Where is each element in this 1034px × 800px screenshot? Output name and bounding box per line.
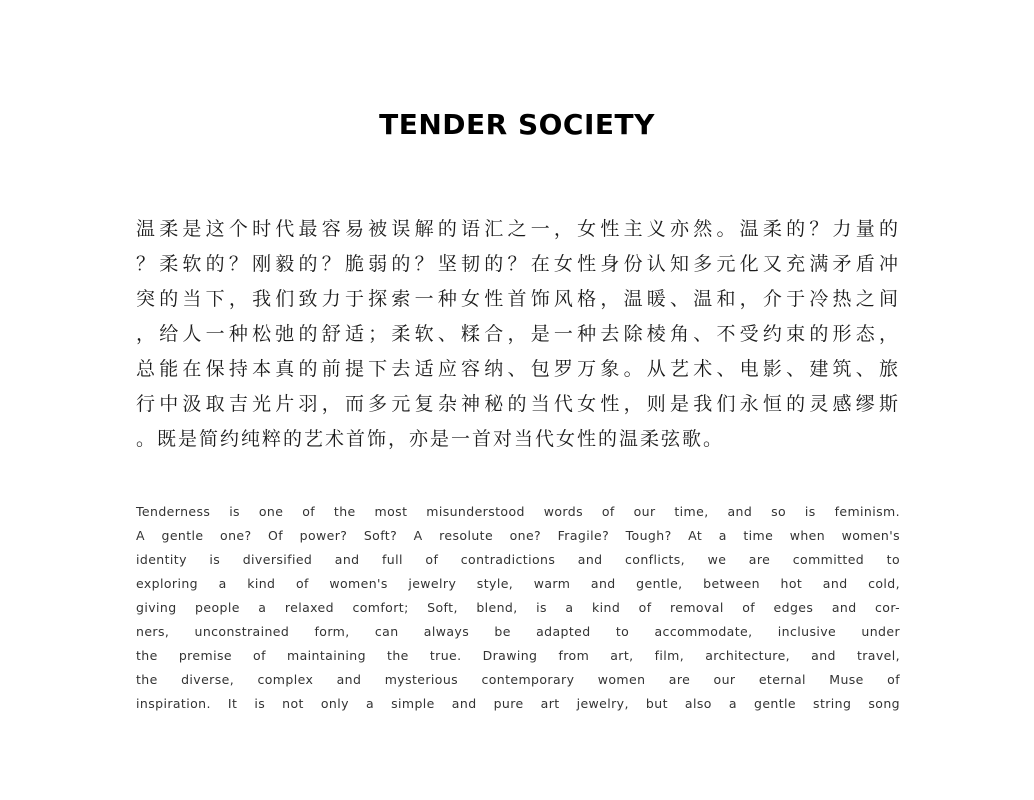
english-paragraph	[136, 500, 900, 716]
chinese-line: 行中汲取吉光片羽，而多元复杂神秘的当代女性，则是我们永恒的灵感缪斯	[136, 393, 900, 415]
english-line: the premise of maintaining the true. Drawing from art, film, architecture, and travel,	[136, 648, 900, 663]
chinese-line: 。既是简约纯粹的艺术首饰，亦是一首对当代女性的温柔弦歌。	[136, 428, 725, 450]
english-line: exploring a kind of women's jewelry style, warm and gentle, between hot and cold,	[136, 576, 900, 591]
english-line: inspiration. It is not only a simple and pure art jewelry, but also a gentle string song	[136, 696, 900, 711]
english-line: the diverse, complex and mysterious contemporary women are our eternal Muse of	[136, 672, 900, 687]
chinese-line: ，给人一种松弛的舒适；柔软、糅合，是一种去除棱角、不受约束的形态，	[136, 323, 900, 345]
english-line: identity is diversified and full of contradictions and conflicts, we are committed to	[136, 552, 900, 567]
chinese-paragraph	[136, 212, 900, 457]
chinese-line: 总能在保持本真的前提下去适应容纳、包罗万象。从艺术、电影、建筑、旅	[136, 358, 900, 380]
chinese-line: 温柔是这个时代最容易被误解的语汇之一，女性主义亦然。温柔的？力量的	[136, 218, 900, 240]
chinese-line: ？柔软的？刚毅的？脆弱的？坚韧的？在女性身份认知多元化又充满矛盾冲	[136, 253, 900, 275]
chinese-line: 突的当下，我们致力于探索一种女性首饰风格，温暖、温和，介于冷热之间	[136, 288, 900, 310]
english-line: A gentle one? Of power? Soft? A resolute one? Fragile? Tough? At a time when women's	[136, 528, 900, 543]
english-line: ners, unconstrained form, can always be adapted to accommodate, inclusive under	[136, 624, 900, 639]
english-line: Tenderness is one of the most misunderstood words of our time, and so is feminism.	[136, 504, 900, 519]
page-title: TENDER SOCIETY	[379, 108, 655, 141]
english-line: giving people a relaxed comfort; Soft, blend, is a kind of removal of edges and cor-	[136, 600, 900, 615]
